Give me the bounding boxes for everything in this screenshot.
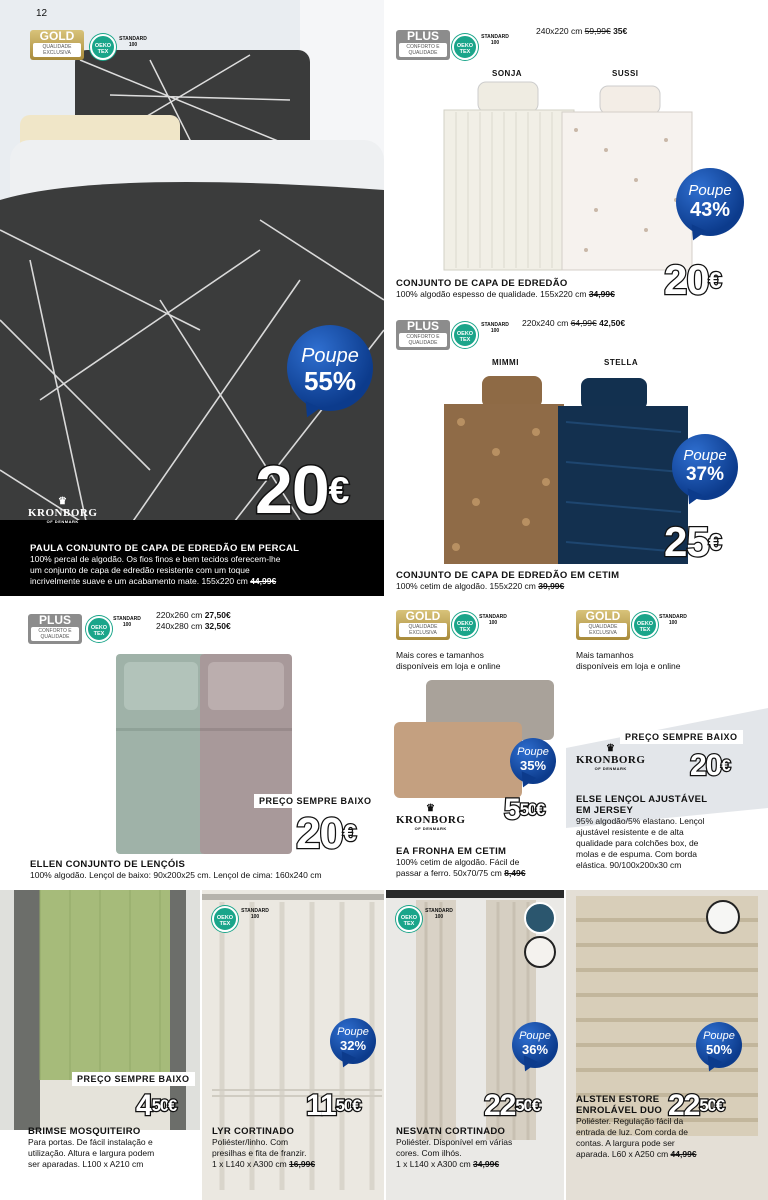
mimmi-poupe-badge: Poupe 37% — [672, 434, 738, 500]
standard-100-label: STANDARD 100 — [659, 614, 687, 626]
standard-100-label: STANDARD 100 — [113, 616, 141, 628]
kronborg-name: KRONBORG — [28, 507, 98, 519]
gold-quality-badge: GOLD QUALIDADE EXCLUSIVA — [576, 610, 630, 640]
lyr-panel[interactable] — [202, 890, 384, 1200]
sonja-poupe-badge: Poupe 43% — [676, 168, 744, 236]
swatch-white[interactable] — [706, 900, 740, 934]
crown-icon: ♛ — [57, 496, 68, 507]
nesvatn-poupe-badge: Poupe 36% — [512, 1022, 558, 1068]
plus-quality-badge: PLUS CONFORTO E QUALIDADE — [396, 320, 450, 350]
oeko-tex-icon: OEKO TEX — [396, 906, 422, 932]
kronborg-logo: ♛ KRONBORG OF DENMARK — [396, 803, 466, 831]
standard-100-label: STANDARD 100 — [119, 36, 147, 48]
page-number: 12 — [36, 8, 48, 19]
ea-note: Mais cores e tamanhos disponíveis em loja e online — [396, 650, 501, 671]
price-currency: € — [328, 469, 349, 511]
lyr-caption: LYR CORTINADO Poliéster/linho. Com presilhas e fita de franzir. 1 x L140 x A300 cm 16,99€ — [212, 1126, 316, 1169]
else-note: Mais tamanhos disponíveis em loja e online — [576, 650, 681, 671]
standard-100-label: STANDARD 100 — [481, 322, 509, 334]
sonja-old-price: 34,99€ — [588, 289, 615, 299]
paula-desc-1: 100% percal de algodão. Os fios finos e bem tecidos oferecem-lhe — [30, 554, 281, 564]
sonja-size-price: 240x220 cm 59,99€ 35€ — [536, 26, 628, 36]
variant-mimmi: MIMMI — [492, 358, 519, 367]
paula-desc-2: um conjunto de capa de edredão resistente com um toque — [30, 565, 250, 575]
gold-quality-badge: GOLD QUALIDADE EXCLUSIVA — [396, 610, 450, 640]
sonja-panel[interactable] — [386, 0, 768, 310]
mimmi-title: CONJUNTO DE CAPA DE EDREDÃO EM CETIM — [396, 570, 620, 581]
plus-badge-sub: CONFORTO E QUALIDADE — [399, 43, 447, 57]
crown-icon: ♛ — [425, 803, 436, 814]
kronborg-logo — [28, 497, 97, 524]
ellen-panel[interactable] — [0, 598, 384, 888]
lyr-title: LYR CORTINADO — [212, 1126, 295, 1137]
mimmi-size-price: 220x240 cm 64,99€ 42,50€ — [522, 318, 626, 328]
gold-badge-title: GOLD — [39, 29, 75, 43]
brimse-caption: BRIMSE MOSQUITEIRO Para portas. De fácil instalação e utilização. Altura e largura podem ser aparadas. L100 x A210 cm — [28, 1126, 155, 1169]
kronborg-sub: OF DENMARK — [46, 519, 79, 524]
price-integer: 20 — [255, 452, 329, 528]
swatch-white[interactable] — [524, 936, 556, 968]
paula-title: PAULA CONJUNTO DE CAPA DE EDREDÃO EM PERCAL — [30, 543, 300, 554]
oeko-tex-icon: OEKO TEX — [452, 612, 478, 638]
mimmi-panel[interactable] — [386, 312, 768, 596]
paula-panel[interactable] — [0, 0, 384, 596]
plus-quality-badge: PLUS CONFORTO E QUALIDADE — [28, 614, 82, 644]
brimse-price: $4^{50€}$ — [136, 1089, 177, 1122]
oeko-tex-icon: OEKO TEX — [452, 34, 478, 60]
else-title-1: ELSE LENÇOL AJUSTÁVEL — [576, 794, 708, 805]
standard-100-label: STANDARD 100 — [479, 614, 507, 626]
ea-title: EA FRONHA EM CETIM — [396, 846, 507, 857]
alsten-poupe-badge: Poupe 50% — [696, 1022, 742, 1068]
mimmi-price: 25€ — [664, 518, 721, 565]
paula-price — [255, 452, 349, 528]
ellen-title: ELLEN CONJUNTO DE LENÇÓIS — [30, 859, 186, 870]
nesvatn-price: $22^{50€}$ — [484, 1089, 540, 1122]
sonja-price: 20€ — [664, 256, 721, 303]
sonja-caption — [396, 278, 615, 300]
variant-sonja: SONJA — [492, 69, 523, 78]
variant-stella: STELLA — [604, 358, 639, 367]
oeko-tex-icon: OEKO TEX — [90, 34, 116, 60]
paula-caption — [30, 543, 299, 587]
sonja-size-old: 59,99€ — [584, 26, 611, 36]
nesvatn-title: NESVATN CORTINADO — [396, 1126, 506, 1137]
kronborg-logo: ♛ KRONBORG OF DENMARK — [576, 743, 646, 771]
swatch-blue[interactable] — [524, 902, 556, 934]
variant-sussi: SUSSI — [612, 69, 639, 78]
brimse-panel[interactable] — [0, 890, 200, 1200]
alsten-price: $22^{50€}$ — [668, 1089, 724, 1122]
alsten-caption: ALSTEN ESTORE ENROLÁVEL DUO Poliéster. Regulação fácil da entrada de luz. Com corda de contas. A largura pode ser aparada. L60 x A250 cm 44,99€ — [576, 1094, 697, 1159]
poupe-word: Poupe — [301, 345, 359, 367]
alsten-title-2: ENROLÁVEL DUO — [576, 1105, 663, 1116]
plus-badge-title: PLUS — [406, 29, 439, 43]
else-panel[interactable] — [566, 598, 768, 888]
sonja-size-new: 35€ — [613, 26, 628, 36]
alsten-panel[interactable] — [566, 890, 768, 1200]
oeko-tex-icon: OEKO TEX — [452, 322, 478, 348]
standard-100-label: STANDARD 100 — [425, 908, 453, 920]
sonja-desc: 100% algodão espesso de qualidade. 155x220 cm 34,99€ — [396, 289, 615, 299]
ellen-caption — [30, 859, 322, 881]
nesvatn-caption: NESVATN CORTINADO Poliéster. Disponível em várias cores. Com ilhós. 1 x L140 x A300 cm 34,99€ — [396, 1126, 513, 1169]
standard-100-label: STANDARD 100 — [481, 34, 509, 46]
else-title-2: EM JERSEY — [576, 805, 634, 816]
low-price-label: PREÇO SEMPRE BAIXO — [254, 794, 377, 808]
gold-badge-sub: QUALIDADE EXCLUSIVA — [33, 43, 81, 57]
paula-desc-3: incrivelmente suave e um acabamento mate. 155x220 cm 44,99€ — [30, 576, 277, 586]
else-caption: ELSE LENÇOL AJUSTÁVEL EM JERSEY 95% algodão/5% elastano. Lençol ajustável resistente e de alta qualidade para colchões box, de molas e de espuma. Com borda elástica. 90/100x200x30 cm — [576, 794, 708, 870]
alsten-title-1: ALSTEN ESTORE — [576, 1094, 660, 1105]
plus-quality-badge — [396, 30, 450, 60]
ellen-sizes: 220x260 cm 27,50€ 240x280 cm 32,50€ — [156, 610, 231, 631]
paula-poupe-badge — [287, 325, 373, 411]
crown-icon: ♛ — [605, 743, 616, 754]
else-price: 20€ — [690, 749, 730, 782]
oeko-tex-icon: OEKO TEX — [632, 612, 658, 638]
gold-quality-badge — [30, 30, 84, 60]
ea-poupe-badge: Poupe 35% — [510, 738, 556, 784]
oeko-tex-icon: OEKO TEX — [212, 906, 238, 932]
standard-100-label: STANDARD 100 — [241, 908, 269, 920]
low-price-label: PREÇO SEMPRE BAIXO — [72, 1072, 195, 1086]
ea-panel[interactable] — [386, 598, 564, 888]
paula-old-price: 44,99€ — [250, 576, 277, 586]
mimmi-desc: 100% cetim de algodão. 155x220 cm 39,99€ — [396, 581, 565, 591]
lyr-poupe-badge: Poupe 32% — [330, 1018, 376, 1064]
oeko-tex-icon: OEKO TEX — [86, 616, 112, 642]
ellen-price: 20€ — [296, 809, 356, 858]
sonja-title: CONJUNTO DE CAPA DE EDREDÃO — [396, 278, 568, 289]
lyr-price: $11^{50€}$ — [306, 1089, 361, 1122]
nesvatn-panel[interactable] — [386, 890, 564, 1200]
ea-price: $5^{50€}$ — [504, 793, 545, 826]
ellen-desc: 100% algodão. Lençol de baixo: 90x200x25 cm. Lençol de cima: 160x240 cm — [30, 870, 322, 880]
ea-caption: EA FRONHA EM CETIM 100% cetim de algodão. Fácil de passar a ferro. 50x70/75 cm 8,49€ — [396, 846, 526, 878]
brimse-title: BRIMSE MOSQUITEIRO — [28, 1126, 141, 1137]
mimmi-caption — [396, 570, 619, 592]
low-price-label: PREÇO SEMPRE BAIXO — [620, 730, 743, 744]
poupe-percent: 55% — [303, 366, 357, 396]
